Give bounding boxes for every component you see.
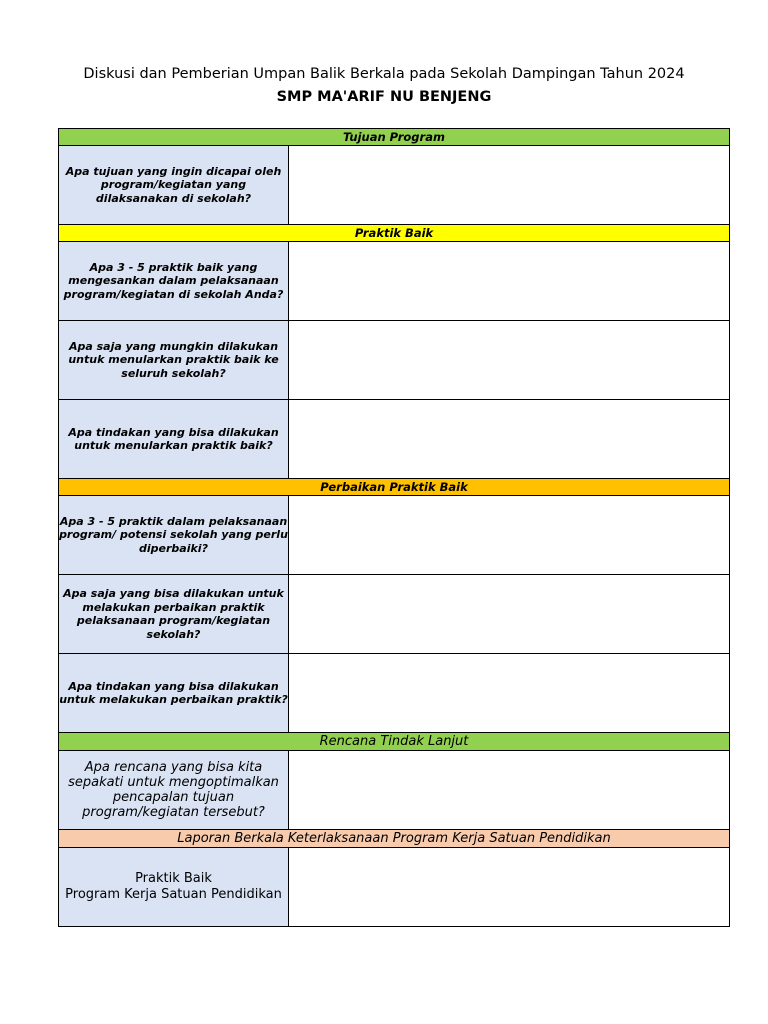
section-header-row — [59, 733, 730, 751]
section-header-tujuan-program: Tujuan Program — [59, 129, 730, 146]
answer-cell-laporan-1[interactable] — [289, 848, 730, 927]
question-praktik-3: Apa tindakan yang bisa dilakukan untuk menularkan praktik baik? — [59, 400, 289, 479]
question-praktik-1: Apa 3 - 5 praktik baik yang mengesankan dalam pelaksanaan program/kegiatan di sekolah Anda? — [59, 242, 289, 321]
answer-cell-praktik-1[interactable] — [289, 242, 730, 321]
question-row — [59, 575, 730, 654]
question-perbaikan-2: Apa saja yang bisa dilakukan untuk melakukan perbaikan praktik pelaksanaan program/kegiatan sekolah? — [59, 575, 289, 654]
section-header-row — [59, 129, 730, 146]
answer-cell-perbaikan-3[interactable] — [289, 654, 730, 733]
question-row — [59, 146, 730, 225]
section-header-row — [59, 830, 730, 848]
question-praktik-2: Apa saja yang mungkin dilakukan untuk menularkan praktik baik ke seluruh sekolah? — [59, 321, 289, 400]
answer-cell-praktik-3[interactable] — [289, 400, 730, 479]
section-header-laporan-berkala: Laporan Berkala Keterlaksanaan Program Kerja Satuan Pendidikan — [59, 830, 730, 848]
question-row — [59, 321, 730, 400]
section-header-rencana-tindak-lanjut: Rencana Tindak Lanjut — [59, 733, 730, 751]
section-header-perbaikan-praktik-baik: Perbaikan Praktik Baik — [59, 479, 730, 496]
section-header-row — [59, 479, 730, 496]
question-rtl-1: Apa rencana yang bisa kita sepakati untuk mengoptimalkan pencapalan tujuan program/kegiatan tersebut? — [59, 751, 289, 830]
school-name: SMP MA'ARIF NU BENJENG — [276, 89, 492, 105]
question-row — [59, 496, 730, 575]
section-header-praktik-baik: Praktik Baik — [59, 225, 730, 242]
question-laporan-1 — [59, 848, 289, 927]
answer-cell-rtl-1[interactable] — [289, 751, 730, 830]
answer-cell-perbaikan-1[interactable] — [289, 496, 730, 575]
question-row — [59, 848, 730, 927]
answer-cell-perbaikan-2[interactable] — [289, 575, 730, 654]
question-perbaikan-3: Apa tindakan yang bisa dilakukan untuk melakukan perbaikan praktik? — [59, 654, 289, 733]
question-laporan-line2: Program Kerja Satuan Pendidikan — [65, 887, 282, 902]
question-row — [59, 654, 730, 733]
document-title: Diskusi dan Pemberian Umpan Balik Berkala pada Sekolah Dampingan Tahun 2024 — [83, 66, 685, 82]
question-tujuan-1: Apa tujuan yang ingin dicapai oleh program/kegiatan yang dilaksanakan di sekolah? — [59, 146, 289, 225]
question-laporan-line1: Praktik Baik — [135, 871, 212, 886]
answer-cell-praktik-2[interactable] — [289, 321, 730, 400]
question-row — [59, 242, 730, 321]
section-header-row — [59, 225, 730, 242]
question-row — [59, 751, 730, 830]
question-perbaikan-1: Apa 3 - 5 praktik dalam pelaksanaan program/ potensi sekolah yang perlu diperbaiki? — [59, 496, 289, 575]
feedback-form-table — [58, 128, 730, 927]
question-row — [59, 400, 730, 479]
answer-cell-tujuan-1[interactable] — [289, 146, 730, 225]
